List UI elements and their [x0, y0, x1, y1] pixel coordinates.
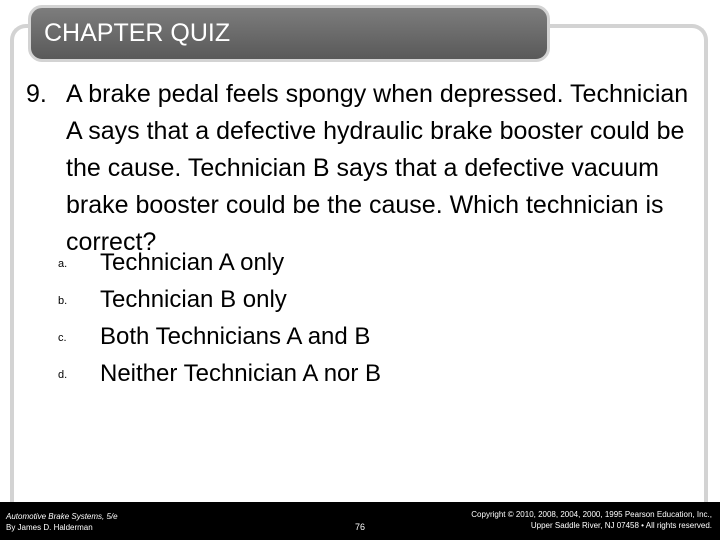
answer-text: Both Technicians A and B	[100, 323, 371, 350]
answer-letter: c.	[58, 332, 67, 344]
page-title: CHAPTER QUIZ	[44, 19, 231, 47]
book-title: Automotive Brake Systems, 5/e	[6, 512, 118, 521]
answer-option-c	[58, 319, 698, 356]
answer-option-a	[58, 245, 698, 282]
answer-letter: d.	[58, 369, 68, 381]
answer-option-d	[58, 356, 698, 393]
answer-option-b	[58, 282, 698, 319]
copyright-line-2: Upper Saddle River, NJ 07458 • All rights reserved.	[530, 521, 712, 530]
answer-letter: b.	[58, 295, 68, 307]
book-author: By James D. Halderman	[6, 523, 93, 532]
footer-book-info	[6, 511, 118, 533]
question-number: 9.	[26, 80, 47, 108]
page-number: 76	[355, 522, 366, 532]
answer-list	[58, 245, 698, 393]
question-text: A brake pedal feels spongy when depressed. Technician A says that a defective hydraulic brake booster could be the cause. Technician B says that a defective vacuum brake booster could be the cause. Which technician is correct?	[66, 80, 689, 256]
answer-text: Technician A only	[100, 249, 285, 276]
answer-letter: a.	[58, 258, 68, 270]
footer-bar	[0, 502, 720, 540]
answer-text: Technician B only	[100, 286, 287, 313]
question-block	[26, 76, 706, 261]
answer-text: Neither Technician A nor B	[100, 360, 382, 387]
footer-copyright	[471, 509, 712, 531]
copyright-line-1: Copyright © 2010, 2008, 2004, 2000, 1995 Pearson Education, Inc.,	[471, 510, 712, 519]
